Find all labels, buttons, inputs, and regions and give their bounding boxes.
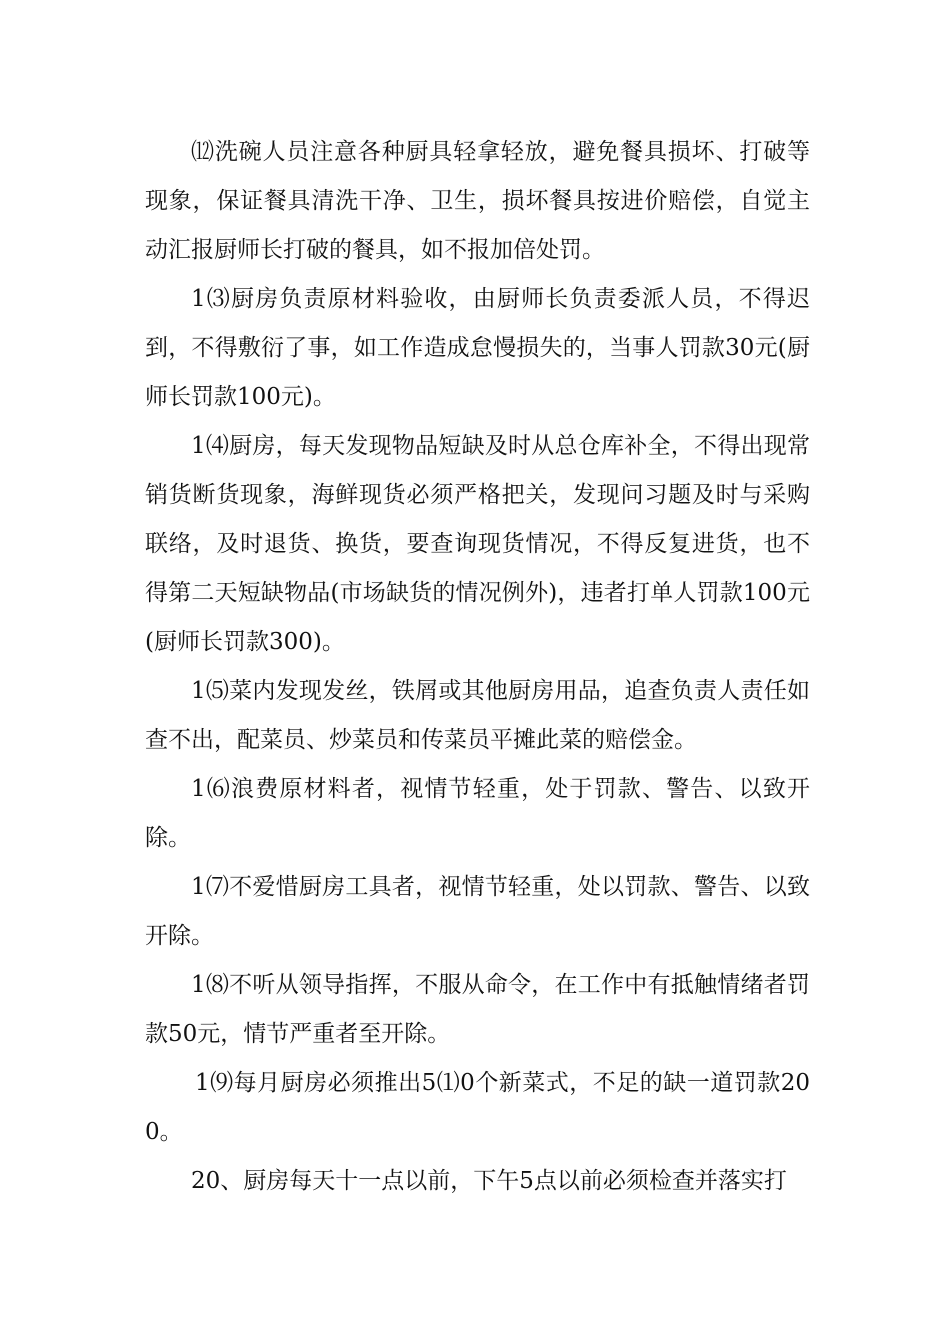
- paragraph-15: 1⑸菜内发现发丝，铁屑或其他厨房用品，追查负责人责任如查不出，配菜员、炒菜员和传菜员平摊此菜的赔偿金。: [145, 678, 810, 753]
- paragraph-16: 1⑹浪费原材料者，视情节轻重，处于罚款、警告、以致开除。: [145, 776, 810, 851]
- paragraph-20: 20、厨房每天十一点以前，下午5点以前必须检查并落实打: [191, 1168, 787, 1194]
- paragraph-18: 1⑻不听从领导指挥，不服从命令，在工作中有抵触情绪者罚款50元，情节严重者至开除。: [145, 972, 810, 1047]
- paragraph-13: 1⑶厨房负责原材料验收，由厨师长负责委派人员，不得迟到，不得敷衍了事，如工作造成怠慢损失的，当事人罚款30元(厨师长罚款100元)。: [145, 286, 810, 410]
- paragraph-14: 1⑷厨房，每天发现物品短缺及时从总仓库补全，不得出现常销货断货现象，海鲜现货必须严格把关，发现问习题及时与采购联络，及时退货、换货，要查询现货情况，不得反复进货，也不得第二天短缺物品(市场缺货的情况例外)，违者打单人罚款100元(厨师长罚款300)。: [145, 433, 810, 655]
- paragraph-19: 1⑼每月厨房必须推出5⑴0个新菜式，不足的缺一道罚款200。: [145, 1070, 810, 1145]
- document-body: [145, 128, 810, 1206]
- paragraph-17: 1⑺不爱惜厨房工具者，视情节轻重，处以罚款、警告、以致开除。: [145, 874, 810, 949]
- paragraph-12: ⑿洗碗人员注意各种厨具轻拿轻放，避免餐具损坏、打破等现象，保证餐具清洗干净、卫生，损坏餐具按进价赔偿，自觉主动汇报厨师长打破的餐具，如不报加倍处罚。: [145, 139, 810, 263]
